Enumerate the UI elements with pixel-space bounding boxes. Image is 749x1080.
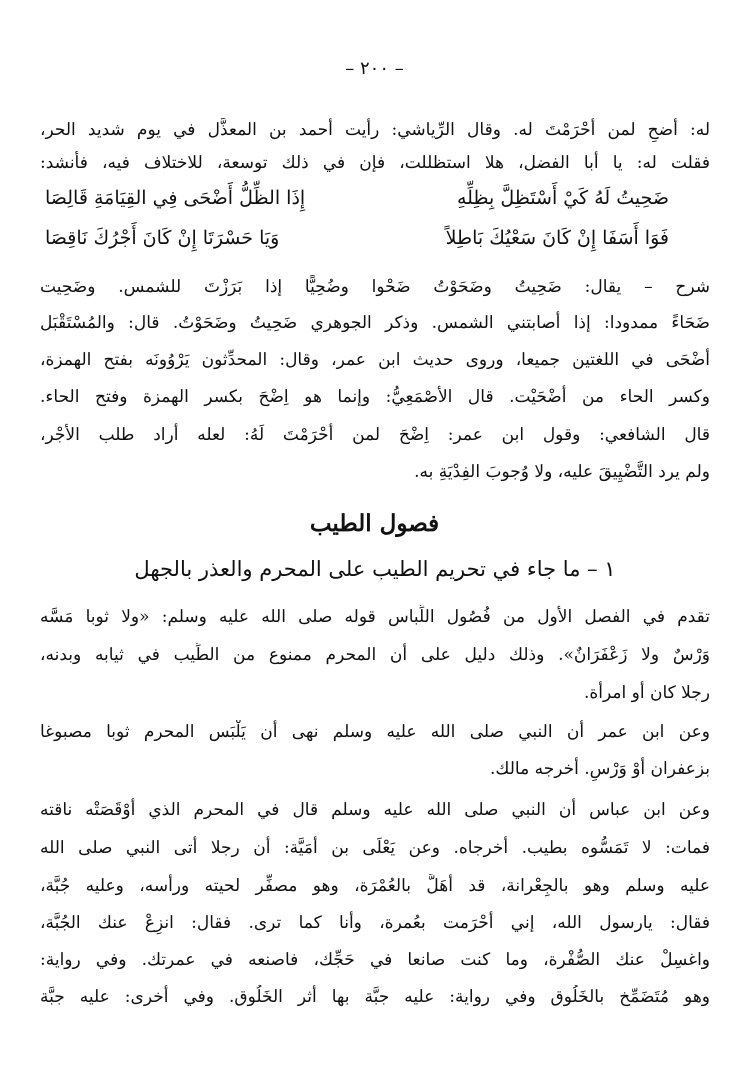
body-line-10: واغسِلْ عنك الصُّفْرة، وما كنت صانعا في حَجِّك، فاصنعه في عمرتك. وفي رواية: <box>40 950 710 970</box>
page-number: – ٢٠٠ – <box>345 58 404 79</box>
body-line-5: بزعفران أَوْ وَرْسٍ. أخرجه مالك. <box>490 759 710 779</box>
sharh-line-6: ولم يرد التَّضْيِيقَ عليه، ولا وُجوبَ الفِدْيَةِ به. <box>414 462 710 482</box>
body-line-1: تقدم في الفصل الأول من فُصُول اللِّباس قوله صلى الله عليه وسلم: «ولا ثوبا مَسَّه <box>40 607 710 627</box>
body-line-9: فقال: يارسول الله، إني أَحْرَمت بعُمرة، وأنا كما ترى. فقال: انزِعْ عنك الجُبَّة، <box>40 913 710 933</box>
body-line-11: وهو مُتَضَمِّخ بالخَلُوق وفي رواية: عليه جبَّة بها أثر الخَلُوق. وفي أُخرى: عليه جبَّة <box>40 987 710 1007</box>
sharh-line-1: شرح – يقال: ضَحِيتُ وضَحَوْتُ ضَحْوا وضُحِيًّا إذا بَرَزْتَ للشمس. وضَحِيت <box>40 277 710 297</box>
sharh-line-4: وكسر الحاء من أَضْحَيْت. قال الأَصْمَعِيُّ: وإنما هو اِضْحَ بكسر الهمزة وفتح الحاء. <box>40 387 710 407</box>
body-line-3: رجلا كان أو امرأة. <box>583 683 710 703</box>
verse-2-left-hemistich: وَيَا حَسْرَتَا إِنْ كَانَ أَجْرُكَ نَاقِصَا <box>45 227 280 249</box>
section-title: فصول الطيب <box>309 510 440 537</box>
body-line-7: فمات: لا تَمَسُّوه بطيب. أخرجاه. وعن يَعْلَى بن أُمَيَّة: أن رجلا أتى النبي صلى الله <box>40 838 710 858</box>
body-line-2: وَرْسٌ ولا زَعْفَرَانٌ». وذلك دليل على أن المحرم ممنوع من الطِّيب في ثيابه وبدنه، <box>40 645 710 665</box>
sharh-line-5: قال الشافعي: وقول ابن عمر: اِضْحَ لمن أَحْرَمْتَ لَهُ: لعله أراد طلب الأَجْر، <box>40 425 710 445</box>
sharh-line-3: أَضْحَى في اللغتين جميعا، وروى حديث ابن عمر، وقال: المحدِّثون يَرْوُونَه بفتح الهمزة، <box>40 350 710 370</box>
chapter-title: ١ – ما جاء في تحريم الطيب على المحرم والعذر بالجهل <box>134 557 616 581</box>
verse-1-left-hemistich: إِذَا الظِّلُّ أَضْحَى فِي القِيَامَةِ قَالِصَا <box>45 187 306 209</box>
body-line-4: وعن ابن عمر أن النبي صلى الله عليه وسلم نهى أن يَلْبَس المحرم ثوبا مصبوغا <box>40 722 710 742</box>
body-line-6: وعن ابن عباس أن النبي صلى الله عليه وسلم قال في المحرم الذي أَوْقَصَتْه ناقته <box>40 800 710 820</box>
intro-line-2: فقلت له: يا أبا الفضل، هلا استظللت، فإن في ذلك توسعة، للاختلاف فيه، فأنشد: <box>40 153 710 173</box>
verse-1-right-hemistich: ضَحِيتُ لَهُ كَيْ أَسْتَظِلَّ بِظِلِّهِ <box>456 187 669 209</box>
sharh-line-2: ضَحَاءً ممدودا: إذا أصابتني الشمس. وذكر الجوهري ضَحِيتُ وضَحَوْتُ. قال: والمُسْتَقْبَل <box>40 313 710 333</box>
verse-2-right-hemistich: فَوَا أَسَفَا إِنْ كَانَ سَعْيُكَ بَاطِلاً <box>445 227 669 249</box>
body-line-8: عليه وسلم وهو بالجِعْرانة، قد أَهَلَّ بالعُمْرَة، وهو مصفِّر لحيته ورأسه، وعليه جُبَّة، <box>40 876 710 896</box>
intro-line-1: له: أَضحِ لمن أَحْرَمْتَ له. وقال الرِّياشي: رأيت أحمد بن المعذَّل في يوم شديد الحر، <box>40 120 710 140</box>
